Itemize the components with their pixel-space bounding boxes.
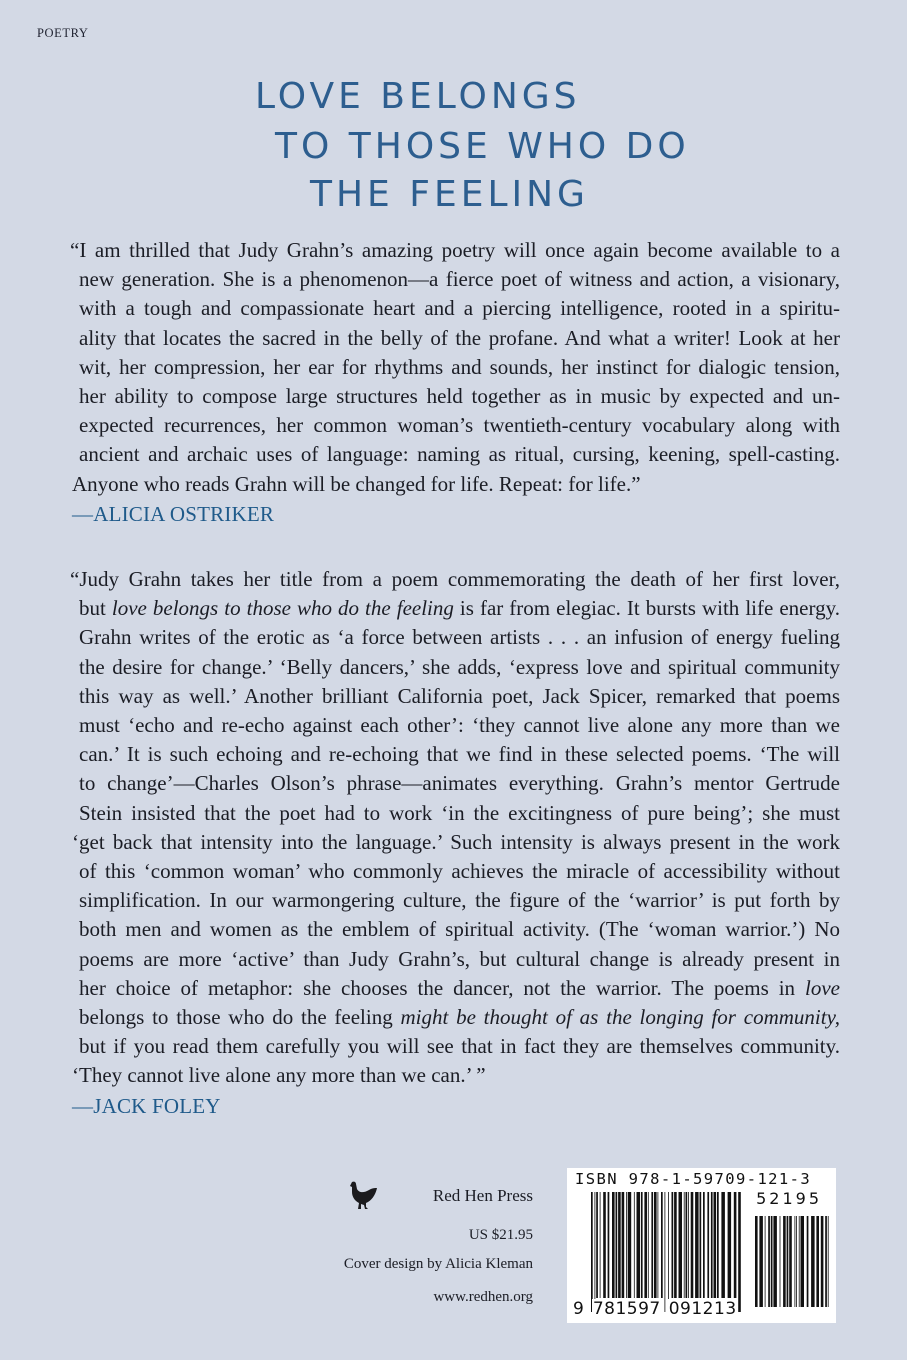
blurb-line: ality that locates the sacred in the belly of the profane. And what a writer! Look at her	[79, 325, 840, 350]
barcode-bar	[628, 1192, 632, 1298]
barcode-bar	[616, 1192, 618, 1298]
barcode-bar	[691, 1192, 694, 1298]
blurb-line: the desire for change.’ ‘Belly dancers,’ she adds, ‘express love and spiritual community	[79, 654, 840, 679]
blurb-line: ‘get back that intensity into the language.’ Such intensity is always present in the work	[72, 829, 840, 854]
ean-left-group: 781597	[592, 1299, 661, 1319]
blurb-text	[70, 236, 840, 499]
ean-right-group: 091213	[668, 1299, 737, 1319]
blurb-line: “Judy Grahn takes her title from a poem commemorating the death of her first lover,	[70, 567, 840, 591]
blurb-line: can.’ It is such echoing and re-echoing that we find in these selected poems. ‘The will	[79, 742, 840, 767]
barcode-bar	[795, 1216, 796, 1307]
hen-icon	[348, 1180, 378, 1212]
blurb-line: poems are more ‘active’ than Judy Grahn’s, but cultural change is already present in	[79, 946, 840, 971]
blurb-line: this way as well.’ Another brilliant California poet, Jack Spicer, remarked that poems	[79, 683, 840, 708]
handwritten-title-line-1: LOVE BELONGS	[255, 76, 581, 117]
barcode-bar	[765, 1216, 766, 1307]
cover-credit: Cover design by Alicia Kleman	[343, 1256, 533, 1272]
blurb-line: Anyone who reads Grahn will be changed for life. Repeat: for life.”	[72, 471, 641, 496]
barcode-bar	[591, 1192, 593, 1312]
blurb-line: Grahn writes of the erotic as ‘a force between artists . . . an infusion of energy fueling	[79, 625, 840, 650]
barcode-bar	[634, 1192, 635, 1298]
barcode-bar	[807, 1216, 809, 1307]
barcode-bar	[801, 1216, 805, 1307]
barcode-bar	[665, 1192, 666, 1312]
isbn-barcode	[567, 1168, 836, 1323]
blurb-line: but if you read them carefully you will see that in fact they are themselves community.	[79, 1034, 840, 1059]
publisher-website[interactable]: www.redhen.org	[433, 1289, 533, 1305]
barcode-bar	[679, 1192, 683, 1298]
barcode-bar	[780, 1216, 781, 1307]
blurb-line: her choice of metaphor: she chooses the dancer, not the warrior. The poems in love	[79, 975, 840, 1000]
barcode-bar	[717, 1192, 719, 1298]
barcode-bar	[608, 1192, 610, 1298]
blurb-line: “I am thrilled that Judy Grahn’s amazing poetry will once again become available to a	[70, 238, 840, 262]
barcode-bar	[714, 1192, 717, 1298]
barcode-bar	[618, 1192, 621, 1298]
barcode-bar	[695, 1192, 699, 1298]
barcode-bar	[700, 1192, 702, 1298]
blurb-line: belongs to those who do the feeling might be thought of as the longing for community,	[79, 1005, 840, 1030]
blurb-line: must ‘echo and re-echo against each other’: ‘they cannot live alone any more than we	[79, 713, 840, 738]
blurb-line: wit, her compression, her ear for rhythms and sounds, her instinct for dialogic tension,	[79, 354, 840, 379]
blurb-text	[70, 565, 840, 1091]
blurb-line: ancient and archaic uses of language: naming as ritual, cursing, keening, spell-casting.	[79, 442, 840, 467]
barcode-bar	[755, 1216, 758, 1307]
barcode-bar	[661, 1192, 663, 1298]
barcode-bar	[825, 1216, 827, 1307]
barcode-bar	[738, 1192, 741, 1312]
ean-first-digit: 9	[573, 1299, 584, 1319]
barcode-bar	[600, 1192, 601, 1298]
price-code: 52195	[756, 1189, 822, 1208]
barcode-bar	[603, 1192, 606, 1298]
blurb-line: but love belongs to those who do the feeling is far from elegiac. It bursts with life energy.	[79, 596, 840, 621]
publisher-name: Red Hen Press	[432, 1186, 533, 1205]
book-title-italic: love belongs to those who do the feeling	[111, 596, 454, 621]
blurb-line: of this ‘common woman’ who commonly achieves the miracle of accessibility without	[79, 859, 840, 884]
barcode-bar	[674, 1192, 677, 1298]
barcode-bar	[686, 1192, 688, 1298]
barcode-bar	[684, 1192, 685, 1298]
barcode-bar	[612, 1192, 615, 1298]
barcode-bars-addon	[755, 1216, 831, 1307]
blurb-attribution: —JACK FOLEY	[72, 1093, 221, 1118]
ean-digits	[573, 1299, 738, 1319]
barcode-bar	[703, 1192, 705, 1298]
barcode-bar	[637, 1192, 641, 1298]
barcode-bar	[658, 1192, 659, 1298]
category-label: POETRY	[37, 26, 89, 40]
barcode-bar	[596, 1192, 598, 1298]
barcode-bar	[789, 1216, 792, 1307]
isbn-label: ISBN 978-1-59709-121-3	[575, 1170, 812, 1188]
barcode-bar	[771, 1216, 773, 1307]
barcode-bar	[672, 1192, 674, 1298]
blurb-line: to change’—Charles Olson’s phrase—animates everything. Grahn’s mentor Gertrude	[79, 771, 840, 796]
handwritten-title-svg	[250, 70, 690, 220]
barcode-bar	[799, 1216, 800, 1307]
barcode-bar	[811, 1216, 815, 1307]
blurb-ostriker	[70, 236, 840, 529]
handwritten-title-line-3: THE FEELING	[310, 174, 589, 215]
barcode-bar	[759, 1216, 763, 1307]
price: US $21.95	[468, 1227, 533, 1243]
barcode-bar	[816, 1216, 819, 1307]
barcode-bar	[654, 1192, 657, 1298]
barcode-bar	[668, 1192, 669, 1312]
blurb-line: simplification. In our warmongering culture, the figure of the ‘warrior’ is put forth by	[79, 888, 840, 913]
book-title-italic: love	[805, 975, 840, 1000]
barcode-bar	[595, 1192, 596, 1312]
barcode-bar	[707, 1192, 709, 1298]
barcode-bar	[796, 1216, 797, 1307]
blurb-attribution: —ALICIA OSTRIKER	[72, 501, 275, 526]
barcode-bar	[648, 1192, 649, 1298]
barcode-bar	[651, 1192, 653, 1298]
barcode-bar	[768, 1216, 770, 1307]
handwritten-title	[250, 70, 690, 220]
blurb-line: Stein insisted that the poet had to work ‘in the excitingness of pure being’; she must	[79, 800, 840, 825]
book-title-italic: might be thought of as the longing for community,	[392, 1005, 840, 1030]
barcode-bar	[711, 1192, 713, 1298]
barcode-bar	[783, 1216, 786, 1307]
barcode-bar	[821, 1216, 824, 1307]
barcode-bar	[622, 1192, 625, 1298]
barcode-bars-main	[591, 1192, 741, 1312]
barcode-bar	[773, 1216, 777, 1307]
barcode-bar	[721, 1192, 725, 1298]
barcode-bar	[828, 1216, 829, 1307]
blurb-line: with a tough and compassionate heart and a piercing intelligence, rooted in a spiritu-	[79, 296, 840, 321]
barcode-bar	[734, 1192, 737, 1298]
blurb-line: new generation. She is a phenomenon—a fierce poet of witness and action, a visionary,	[79, 267, 840, 292]
blurb-line: ‘They cannot live alone any more than we can.’ ”	[72, 1063, 486, 1088]
blurb-line: expected recurrences, her common woman’s twentieth-century vocabulary along with	[79, 413, 840, 438]
barcode-bar	[644, 1192, 647, 1298]
blurb-line: both men and women as the emblem of spiritual activity. (The ‘woman warrior.’) No	[79, 917, 840, 942]
blurb-line: her ability to compose large structures held together as in music by expected and un-	[79, 384, 840, 409]
blurb-foley	[70, 565, 840, 1121]
barcode-bar	[626, 1192, 627, 1298]
barcode-bar	[728, 1192, 732, 1298]
barcode-bar	[641, 1192, 643, 1298]
handwritten-title-line-2: TO THOSE WHO DO	[275, 126, 690, 167]
barcode-bar	[787, 1216, 789, 1307]
barcode-bar	[688, 1192, 689, 1298]
